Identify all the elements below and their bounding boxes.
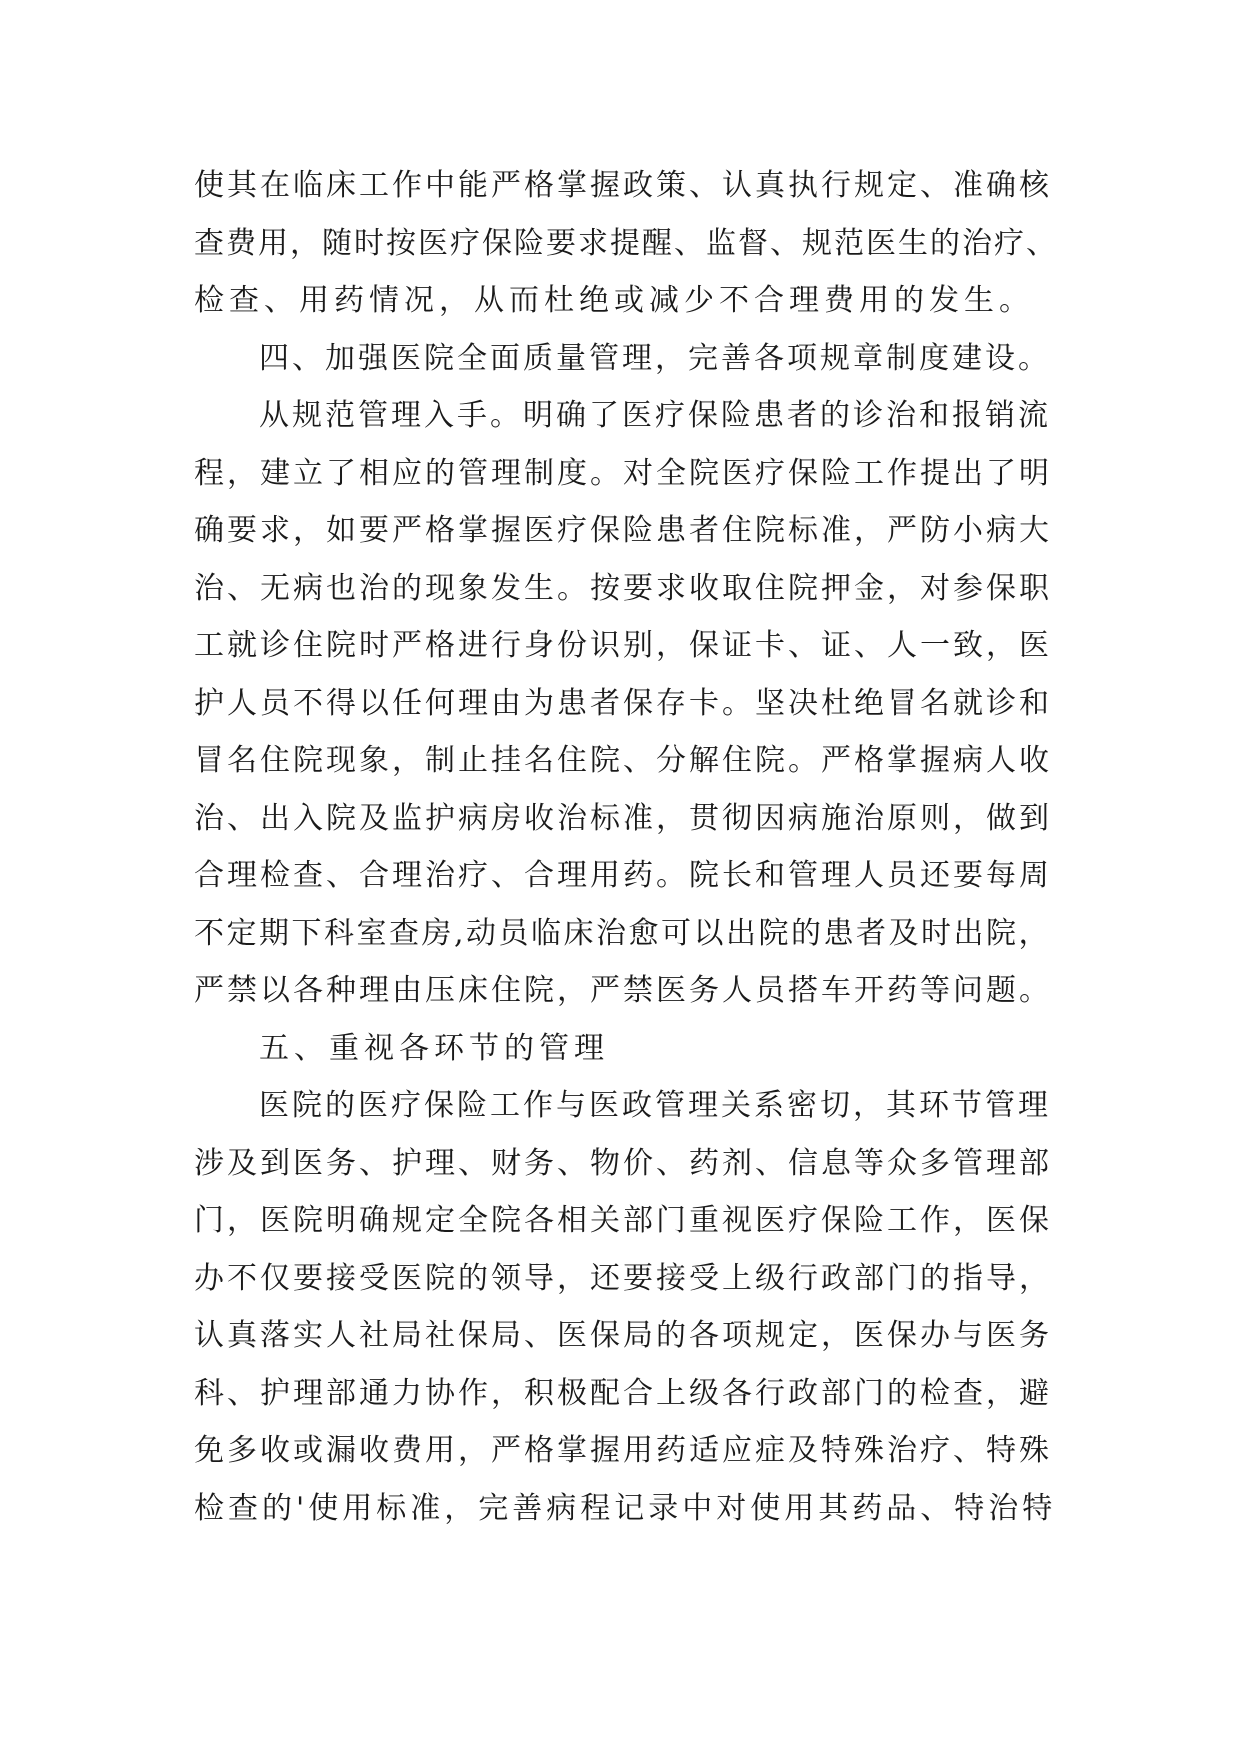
- text-line: 办不仅要接受医院的领导，还要接受上级行政部门的指导，: [194, 1260, 1052, 1296]
- text-line: 涉及到医务、护理、财务、物价、药剂、信息等众多管理部: [194, 1145, 1052, 1181]
- text-line: 治、出入院及监护病房收治标准，贯彻因病施治原则，做到: [194, 800, 1052, 836]
- text-line: 治、无病也治的现象发生。按要求收取住院押金，对参保职: [194, 570, 1052, 606]
- text-line: 免多收或漏收费用，严格掌握用药适应症及特殊治疗、特殊: [194, 1433, 1052, 1468]
- text-line: 严禁以各种理由压床住院，严禁医务人员搭车开药等问题。: [194, 973, 1052, 1008]
- text-line: 科、护理部通力协作，积极配合上级各行政部门的检查，避: [194, 1375, 1052, 1411]
- text-line: 程，建立了相应的管理制度。对全院医疗保险工作提出了明: [194, 455, 1052, 491]
- text-line: 确要求，如要严格掌握医疗保险患者住院标准，严防小病大: [194, 513, 1052, 548]
- text-line: 检查、用药情况，从而杜绝或减少不合理费用的发生。: [194, 283, 1034, 318]
- body-text: [194, 157, 1062, 1537]
- text-line: 四、加强医院全面质量管理，完善各项规章制度建设。: [259, 340, 1051, 376]
- text-line: 冒名住院现象，制止挂名住院、分解住院。严格掌握病人收: [194, 743, 1052, 778]
- text-line: 合理检查、合理治疗、合理用药。院长和管理人员还要每周: [194, 858, 1052, 893]
- text-line: 不定期下科室查房,动员临床治愈可以出院的患者及时出院，: [194, 915, 1052, 951]
- text-line: 医院的医疗保险工作与医政管理关系密切，其环节管理: [259, 1088, 1051, 1123]
- text-line: 认真落实人社局社保局、医保局的各项规定，医保办与医务: [194, 1318, 1052, 1353]
- text-line: 从规范管理入手。明确了医疗保险患者的诊治和报销流: [259, 398, 1051, 433]
- text-line: 查费用，随时按医疗保险要求提醒、监督、规范医生的治疗、: [194, 225, 1058, 261]
- text-line: 使其在临床工作中能严格掌握政策、认真执行规定、准确核: [194, 168, 1052, 203]
- text-line: 检查的'使用标准，完善病程记录中对使用其药品、特治特: [194, 1490, 1057, 1526]
- text-line: 工就诊住院时严格进行身份识别，保证卡、证、人一致，医: [194, 628, 1052, 663]
- text-line: 门，医院明确规定全院各相关部门重视医疗保险工作，医保: [194, 1203, 1052, 1238]
- text-line: 护人员不得以任何理由为患者保存卡。坚决杜绝冒名就诊和: [194, 685, 1052, 721]
- text-line: 五、重视各环节的管理: [259, 1030, 609, 1066]
